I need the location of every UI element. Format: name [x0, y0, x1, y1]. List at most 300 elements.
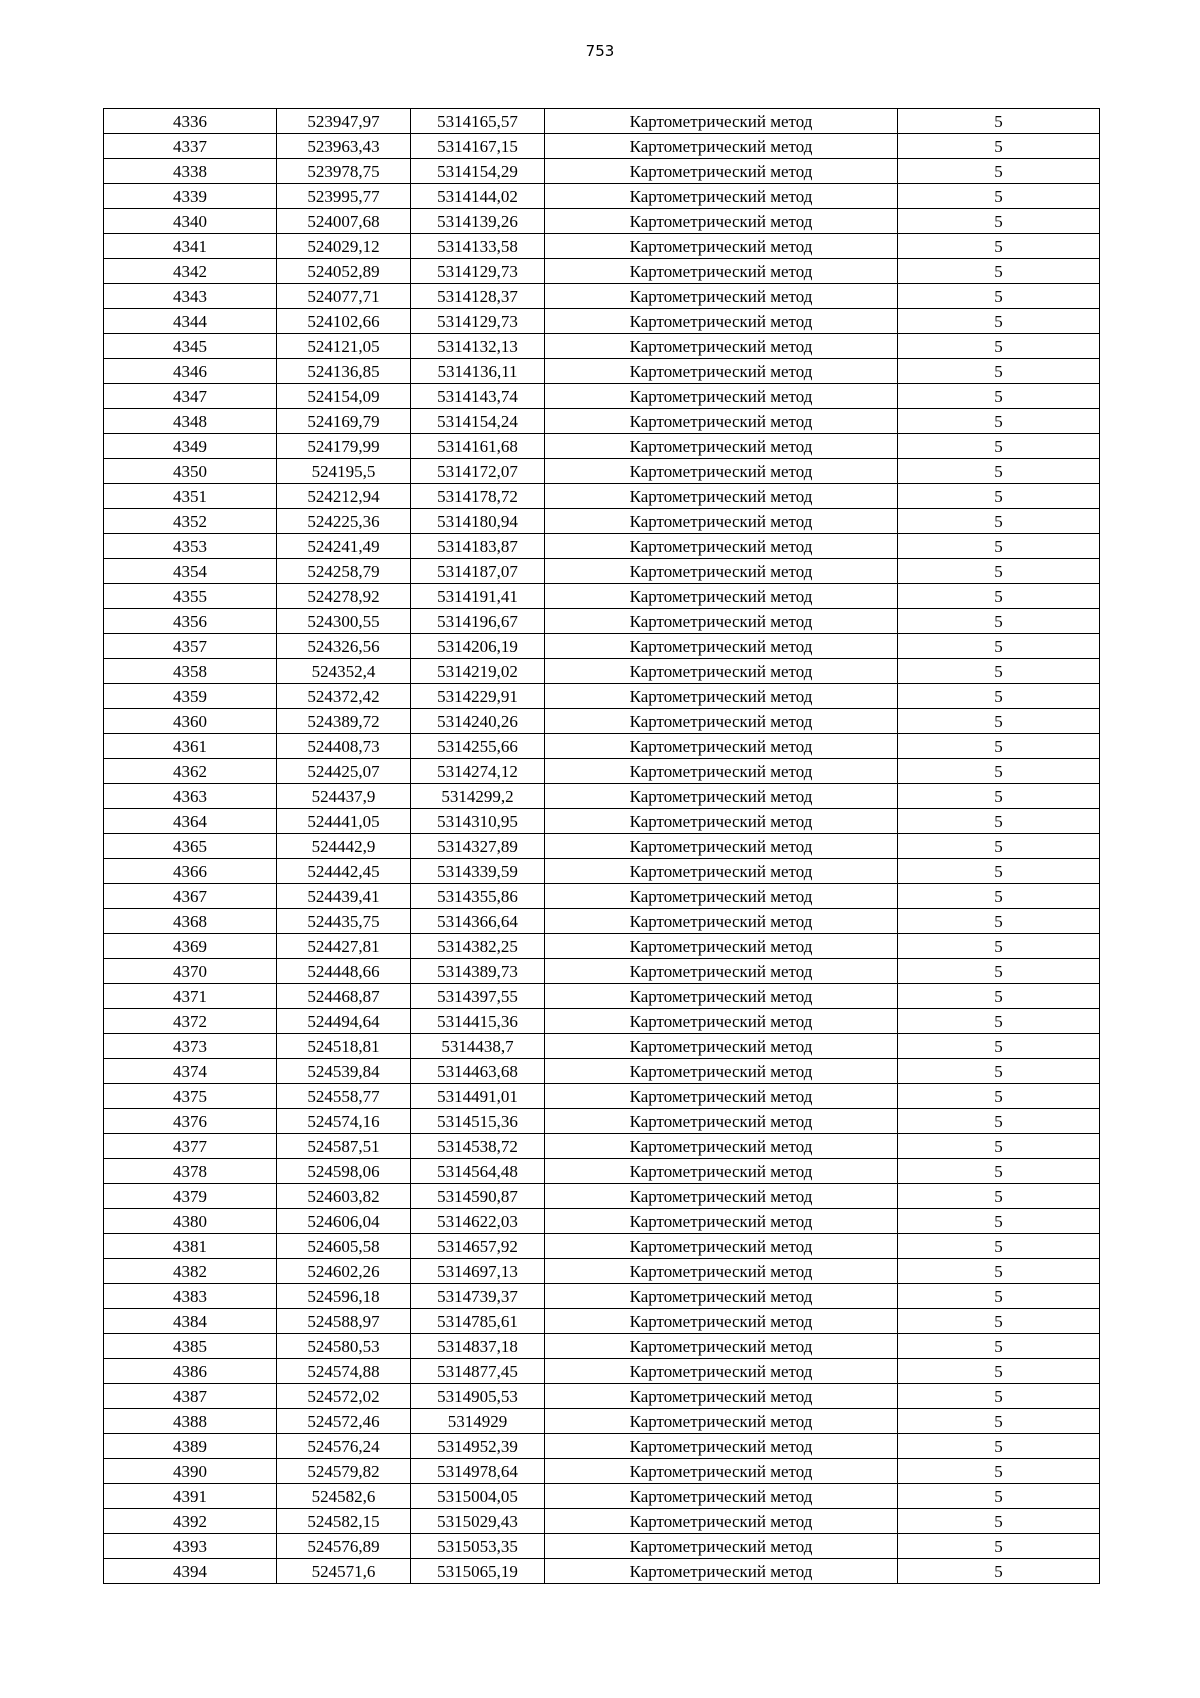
accuracy-cell: 5 — [898, 209, 1100, 234]
accuracy-cell: 5 — [898, 1209, 1100, 1234]
point-number-cell: 4363 — [104, 784, 277, 809]
table-row — [104, 434, 1100, 459]
method-cell: Картометрический метод — [545, 259, 898, 284]
accuracy-cell: 5 — [898, 1384, 1100, 1409]
table-row — [104, 1209, 1100, 1234]
table-row — [104, 734, 1100, 759]
y-coordinate-cell: 5314136,11 — [411, 359, 545, 384]
x-coordinate-cell: 524494,64 — [277, 1009, 411, 1034]
table-row — [104, 234, 1100, 259]
point-number-cell: 4358 — [104, 659, 277, 684]
method-cell: Картометрический метод — [545, 409, 898, 434]
accuracy-cell: 5 — [898, 734, 1100, 759]
x-coordinate-cell: 523995,77 — [277, 184, 411, 209]
y-coordinate-cell: 5314191,41 — [411, 584, 545, 609]
x-coordinate-cell: 524602,26 — [277, 1259, 411, 1284]
x-coordinate-cell: 524029,12 — [277, 234, 411, 259]
table-row — [104, 559, 1100, 584]
y-coordinate-cell: 5314657,92 — [411, 1234, 545, 1259]
table-row — [104, 259, 1100, 284]
accuracy-cell: 5 — [898, 434, 1100, 459]
x-coordinate-cell: 524572,46 — [277, 1409, 411, 1434]
accuracy-cell: 5 — [898, 1234, 1100, 1259]
x-coordinate-cell: 524441,05 — [277, 809, 411, 834]
method-cell: Картометрический метод — [545, 559, 898, 584]
method-cell: Картометрический метод — [545, 1084, 898, 1109]
point-number-cell: 4376 — [104, 1109, 277, 1134]
table-row — [104, 909, 1100, 934]
point-number-cell: 4349 — [104, 434, 277, 459]
point-number-cell: 4379 — [104, 1184, 277, 1209]
method-cell: Картометрический метод — [545, 909, 898, 934]
table-row — [104, 409, 1100, 434]
method-cell: Картометрический метод — [545, 809, 898, 834]
method-cell: Картометрический метод — [545, 334, 898, 359]
method-cell: Картометрический метод — [545, 384, 898, 409]
x-coordinate-cell: 524574,88 — [277, 1359, 411, 1384]
table-row — [104, 184, 1100, 209]
y-coordinate-cell: 5314154,29 — [411, 159, 545, 184]
y-coordinate-cell: 5314240,26 — [411, 709, 545, 734]
y-coordinate-cell: 5314274,12 — [411, 759, 545, 784]
y-coordinate-cell: 5314697,13 — [411, 1259, 545, 1284]
accuracy-cell: 5 — [898, 1134, 1100, 1159]
point-number-cell: 4373 — [104, 1034, 277, 1059]
method-cell: Картометрический метод — [545, 309, 898, 334]
method-cell: Картометрический метод — [545, 434, 898, 459]
method-cell: Картометрический метод — [545, 859, 898, 884]
x-coordinate-cell: 524468,87 — [277, 984, 411, 1009]
point-number-cell: 4392 — [104, 1509, 277, 1534]
method-cell: Картометрический метод — [545, 759, 898, 784]
x-coordinate-cell: 524225,36 — [277, 509, 411, 534]
method-cell: Картометрический метод — [545, 509, 898, 534]
method-cell: Картометрический метод — [545, 984, 898, 1009]
y-coordinate-cell: 5314167,15 — [411, 134, 545, 159]
y-coordinate-cell: 5314389,73 — [411, 959, 545, 984]
method-cell: Картометрический метод — [545, 1009, 898, 1034]
table-row — [104, 209, 1100, 234]
table-row — [104, 584, 1100, 609]
point-number-cell: 4339 — [104, 184, 277, 209]
accuracy-cell: 5 — [898, 859, 1100, 884]
point-number-cell: 4354 — [104, 559, 277, 584]
table-row — [104, 759, 1100, 784]
method-cell: Картометрический метод — [545, 1134, 898, 1159]
x-coordinate-cell: 524389,72 — [277, 709, 411, 734]
x-coordinate-cell: 524518,81 — [277, 1034, 411, 1059]
y-coordinate-cell: 5314144,02 — [411, 184, 545, 209]
accuracy-cell: 5 — [898, 1509, 1100, 1534]
method-cell: Картометрический метод — [545, 1284, 898, 1309]
x-coordinate-cell: 524372,42 — [277, 684, 411, 709]
accuracy-cell: 5 — [898, 1084, 1100, 1109]
x-coordinate-cell: 524408,73 — [277, 734, 411, 759]
accuracy-cell: 5 — [898, 784, 1100, 809]
x-coordinate-cell: 524427,81 — [277, 934, 411, 959]
table-row — [104, 109, 1100, 134]
table-row — [104, 1184, 1100, 1209]
table-row — [104, 684, 1100, 709]
y-coordinate-cell: 5314133,58 — [411, 234, 545, 259]
point-number-cell: 4378 — [104, 1159, 277, 1184]
point-number-cell: 4353 — [104, 534, 277, 559]
method-cell: Картометрический метод — [545, 184, 898, 209]
point-number-cell: 4342 — [104, 259, 277, 284]
table-row — [104, 1234, 1100, 1259]
x-coordinate-cell: 524437,9 — [277, 784, 411, 809]
point-number-cell: 4372 — [104, 1009, 277, 1034]
point-number-cell: 4346 — [104, 359, 277, 384]
point-number-cell: 4384 — [104, 1309, 277, 1334]
table-row — [104, 659, 1100, 684]
table-row — [104, 859, 1100, 884]
method-cell: Картометрический метод — [545, 884, 898, 909]
method-cell: Картометрический метод — [545, 1334, 898, 1359]
method-cell: Картометрический метод — [545, 934, 898, 959]
x-coordinate-cell: 524603,82 — [277, 1184, 411, 1209]
accuracy-cell: 5 — [898, 884, 1100, 909]
y-coordinate-cell: 5314438,7 — [411, 1034, 545, 1059]
y-coordinate-cell: 5314538,72 — [411, 1134, 545, 1159]
x-coordinate-cell: 524571,6 — [277, 1559, 411, 1584]
x-coordinate-cell: 524596,18 — [277, 1284, 411, 1309]
accuracy-cell: 5 — [898, 1059, 1100, 1084]
method-cell: Картометрический метод — [545, 109, 898, 134]
point-number-cell: 4382 — [104, 1259, 277, 1284]
table-row — [104, 984, 1100, 1009]
accuracy-cell: 5 — [898, 1009, 1100, 1034]
y-coordinate-cell: 5314139,26 — [411, 209, 545, 234]
table-row — [104, 959, 1100, 984]
point-number-cell: 4371 — [104, 984, 277, 1009]
table-row — [104, 709, 1100, 734]
y-coordinate-cell: 5315065,19 — [411, 1559, 545, 1584]
y-coordinate-cell: 5314905,53 — [411, 1384, 545, 1409]
x-coordinate-cell: 524579,82 — [277, 1459, 411, 1484]
point-number-cell: 4365 — [104, 834, 277, 859]
method-cell: Картометрический метод — [545, 784, 898, 809]
point-number-cell: 4350 — [104, 459, 277, 484]
point-number-cell: 4390 — [104, 1459, 277, 1484]
point-number-cell: 4344 — [104, 309, 277, 334]
y-coordinate-cell: 5314739,37 — [411, 1284, 545, 1309]
point-number-cell: 4364 — [104, 809, 277, 834]
x-coordinate-cell: 524077,71 — [277, 284, 411, 309]
y-coordinate-cell: 5314128,37 — [411, 284, 545, 309]
x-coordinate-cell: 524448,66 — [277, 959, 411, 984]
method-cell: Картометрический метод — [545, 1059, 898, 1084]
y-coordinate-cell: 5314366,64 — [411, 909, 545, 934]
accuracy-cell: 5 — [898, 1534, 1100, 1559]
table-row — [104, 1559, 1100, 1584]
y-coordinate-cell: 5314129,73 — [411, 259, 545, 284]
method-cell: Картометрический метод — [545, 359, 898, 384]
method-cell: Картометрический метод — [545, 134, 898, 159]
accuracy-cell: 5 — [898, 1109, 1100, 1134]
x-coordinate-cell: 524352,4 — [277, 659, 411, 684]
x-coordinate-cell: 524278,92 — [277, 584, 411, 609]
accuracy-cell: 5 — [898, 984, 1100, 1009]
point-number-cell: 4387 — [104, 1384, 277, 1409]
x-coordinate-cell: 524539,84 — [277, 1059, 411, 1084]
y-coordinate-cell: 5314415,36 — [411, 1009, 545, 1034]
y-coordinate-cell: 5314206,19 — [411, 634, 545, 659]
method-cell: Картометрический метод — [545, 234, 898, 259]
table-row — [104, 1384, 1100, 1409]
accuracy-cell: 5 — [898, 659, 1100, 684]
y-coordinate-cell: 5314590,87 — [411, 1184, 545, 1209]
method-cell: Картометрический метод — [545, 1159, 898, 1184]
x-coordinate-cell: 524154,09 — [277, 384, 411, 409]
x-coordinate-cell: 524598,06 — [277, 1159, 411, 1184]
x-coordinate-cell: 524588,97 — [277, 1309, 411, 1334]
y-coordinate-cell: 5315029,43 — [411, 1509, 545, 1534]
x-coordinate-cell: 524574,16 — [277, 1109, 411, 1134]
point-number-cell: 4361 — [104, 734, 277, 759]
point-number-cell: 4351 — [104, 484, 277, 509]
point-number-cell: 4389 — [104, 1434, 277, 1459]
y-coordinate-cell: 5314564,48 — [411, 1159, 545, 1184]
point-number-cell: 4381 — [104, 1234, 277, 1259]
x-coordinate-cell: 524439,41 — [277, 884, 411, 909]
accuracy-cell: 5 — [898, 134, 1100, 159]
y-coordinate-cell: 5314622,03 — [411, 1209, 545, 1234]
y-coordinate-cell: 5314255,66 — [411, 734, 545, 759]
x-coordinate-cell: 524606,04 — [277, 1209, 411, 1234]
point-number-cell: 4377 — [104, 1134, 277, 1159]
table-row — [104, 1459, 1100, 1484]
accuracy-cell: 5 — [898, 959, 1100, 984]
accuracy-cell: 5 — [898, 1309, 1100, 1334]
y-coordinate-cell: 5314229,91 — [411, 684, 545, 709]
accuracy-cell: 5 — [898, 109, 1100, 134]
point-number-cell: 4357 — [104, 634, 277, 659]
y-coordinate-cell: 5314339,59 — [411, 859, 545, 884]
accuracy-cell: 5 — [898, 459, 1100, 484]
y-coordinate-cell: 5314154,24 — [411, 409, 545, 434]
table-row — [104, 1484, 1100, 1509]
point-number-cell: 4367 — [104, 884, 277, 909]
method-cell: Картометрический метод — [545, 1484, 898, 1509]
accuracy-cell: 5 — [898, 184, 1100, 209]
x-coordinate-cell: 524102,66 — [277, 309, 411, 334]
table-row — [104, 509, 1100, 534]
x-coordinate-cell: 524558,77 — [277, 1084, 411, 1109]
table-row — [104, 334, 1100, 359]
accuracy-cell: 5 — [898, 334, 1100, 359]
point-number-cell: 4345 — [104, 334, 277, 359]
table-row — [104, 1159, 1100, 1184]
method-cell: Картометрический метод — [545, 1534, 898, 1559]
accuracy-cell: 5 — [898, 284, 1100, 309]
y-coordinate-cell: 5315004,05 — [411, 1484, 545, 1509]
accuracy-cell: 5 — [898, 234, 1100, 259]
x-coordinate-cell: 524605,58 — [277, 1234, 411, 1259]
y-coordinate-cell: 5314327,89 — [411, 834, 545, 859]
method-cell: Картометрический метод — [545, 1184, 898, 1209]
point-number-cell: 4352 — [104, 509, 277, 534]
method-cell: Картометрический метод — [545, 959, 898, 984]
method-cell: Картометрический метод — [545, 1234, 898, 1259]
accuracy-cell: 5 — [898, 1034, 1100, 1059]
accuracy-cell: 5 — [898, 309, 1100, 334]
accuracy-cell: 5 — [898, 1184, 1100, 1209]
y-coordinate-cell: 5314929 — [411, 1409, 545, 1434]
method-cell: Картометрический метод — [545, 709, 898, 734]
table-row — [104, 1084, 1100, 1109]
x-coordinate-cell: 524587,51 — [277, 1134, 411, 1159]
x-coordinate-cell: 524582,6 — [277, 1484, 411, 1509]
accuracy-cell: 5 — [898, 484, 1100, 509]
accuracy-cell: 5 — [898, 259, 1100, 284]
method-cell: Картометрический метод — [545, 609, 898, 634]
method-cell: Картометрический метод — [545, 1034, 898, 1059]
point-number-cell: 4388 — [104, 1409, 277, 1434]
table-row — [104, 934, 1100, 959]
x-coordinate-cell: 524442,9 — [277, 834, 411, 859]
coordinates-table — [103, 108, 1100, 1584]
table-row — [104, 1334, 1100, 1359]
accuracy-cell: 5 — [898, 759, 1100, 784]
table-row — [104, 1434, 1100, 1459]
table-row — [104, 1359, 1100, 1384]
method-cell: Картометрический метод — [545, 659, 898, 684]
accuracy-cell: 5 — [898, 684, 1100, 709]
point-number-cell: 4380 — [104, 1209, 277, 1234]
table-row — [104, 1034, 1100, 1059]
point-number-cell: 4374 — [104, 1059, 277, 1084]
point-number-cell: 4336 — [104, 109, 277, 134]
method-cell: Картометрический метод — [545, 1434, 898, 1459]
y-coordinate-cell: 5314877,45 — [411, 1359, 545, 1384]
point-number-cell: 4355 — [104, 584, 277, 609]
y-coordinate-cell: 5315053,35 — [411, 1534, 545, 1559]
accuracy-cell: 5 — [898, 1259, 1100, 1284]
point-number-cell: 4360 — [104, 709, 277, 734]
method-cell: Картометрический метод — [545, 1559, 898, 1584]
point-number-cell: 4370 — [104, 959, 277, 984]
y-coordinate-cell: 5314172,07 — [411, 459, 545, 484]
point-number-cell: 4348 — [104, 409, 277, 434]
x-coordinate-cell: 524425,07 — [277, 759, 411, 784]
y-coordinate-cell: 5314355,86 — [411, 884, 545, 909]
table-row — [104, 459, 1100, 484]
accuracy-cell: 5 — [898, 634, 1100, 659]
table-row — [104, 1509, 1100, 1534]
accuracy-cell: 5 — [898, 1334, 1100, 1359]
method-cell: Картометрический метод — [545, 834, 898, 859]
table-row — [104, 1309, 1100, 1334]
x-coordinate-cell: 524121,05 — [277, 334, 411, 359]
method-cell: Картометрический метод — [545, 484, 898, 509]
point-number-cell: 4368 — [104, 909, 277, 934]
point-number-cell: 4386 — [104, 1359, 277, 1384]
table-row — [104, 384, 1100, 409]
x-coordinate-cell: 524572,02 — [277, 1384, 411, 1409]
y-coordinate-cell: 5314978,64 — [411, 1459, 545, 1484]
page-number: 753 — [585, 42, 615, 60]
accuracy-cell: 5 — [898, 534, 1100, 559]
table-row — [104, 634, 1100, 659]
y-coordinate-cell: 5314187,07 — [411, 559, 545, 584]
accuracy-cell: 5 — [898, 559, 1100, 584]
table-row — [104, 1259, 1100, 1284]
x-coordinate-cell: 524136,85 — [277, 359, 411, 384]
y-coordinate-cell: 5314382,25 — [411, 934, 545, 959]
method-cell: Картометрический метод — [545, 534, 898, 559]
y-coordinate-cell: 5314183,87 — [411, 534, 545, 559]
x-coordinate-cell: 524258,79 — [277, 559, 411, 584]
y-coordinate-cell: 5314515,36 — [411, 1109, 545, 1134]
accuracy-cell: 5 — [898, 1159, 1100, 1184]
y-coordinate-cell: 5314165,57 — [411, 109, 545, 134]
table-row — [104, 1109, 1100, 1134]
point-number-cell: 4343 — [104, 284, 277, 309]
accuracy-cell: 5 — [898, 159, 1100, 184]
y-coordinate-cell: 5314129,73 — [411, 309, 545, 334]
accuracy-cell: 5 — [898, 1409, 1100, 1434]
accuracy-cell: 5 — [898, 1459, 1100, 1484]
method-cell: Картометрический метод — [545, 734, 898, 759]
y-coordinate-cell: 5314132,13 — [411, 334, 545, 359]
x-coordinate-cell: 524179,99 — [277, 434, 411, 459]
method-cell: Картометрический метод — [545, 684, 898, 709]
y-coordinate-cell: 5314310,95 — [411, 809, 545, 834]
point-number-cell: 4338 — [104, 159, 277, 184]
x-coordinate-cell: 523947,97 — [277, 109, 411, 134]
table-row — [104, 1409, 1100, 1434]
y-coordinate-cell: 5314785,61 — [411, 1309, 545, 1334]
method-cell: Картометрический метод — [545, 1459, 898, 1484]
accuracy-cell: 5 — [898, 1284, 1100, 1309]
point-number-cell: 4385 — [104, 1334, 277, 1359]
point-number-cell: 4383 — [104, 1284, 277, 1309]
accuracy-cell: 5 — [898, 834, 1100, 859]
method-cell: Картометрический метод — [545, 159, 898, 184]
table-row — [104, 1284, 1100, 1309]
table-row — [104, 534, 1100, 559]
table-row — [104, 884, 1100, 909]
accuracy-cell: 5 — [898, 409, 1100, 434]
x-coordinate-cell: 524212,94 — [277, 484, 411, 509]
y-coordinate-cell: 5314397,55 — [411, 984, 545, 1009]
accuracy-cell: 5 — [898, 359, 1100, 384]
method-cell: Картометрический метод — [545, 1309, 898, 1334]
accuracy-cell: 5 — [898, 1359, 1100, 1384]
point-number-cell: 4366 — [104, 859, 277, 884]
method-cell: Картометрический метод — [545, 284, 898, 309]
point-number-cell: 4359 — [104, 684, 277, 709]
x-coordinate-cell: 524300,55 — [277, 609, 411, 634]
method-cell: Картометрический метод — [545, 209, 898, 234]
x-coordinate-cell: 524326,56 — [277, 634, 411, 659]
point-number-cell: 4394 — [104, 1559, 277, 1584]
accuracy-cell: 5 — [898, 1434, 1100, 1459]
x-coordinate-cell: 524442,45 — [277, 859, 411, 884]
point-number-cell: 4393 — [104, 1534, 277, 1559]
table-row — [104, 159, 1100, 184]
x-coordinate-cell: 524169,79 — [277, 409, 411, 434]
point-number-cell: 4369 — [104, 934, 277, 959]
table-row — [104, 834, 1100, 859]
y-coordinate-cell: 5314196,67 — [411, 609, 545, 634]
accuracy-cell: 5 — [898, 509, 1100, 534]
x-coordinate-cell: 524580,53 — [277, 1334, 411, 1359]
y-coordinate-cell: 5314161,68 — [411, 434, 545, 459]
table-row — [104, 1534, 1100, 1559]
accuracy-cell: 5 — [898, 609, 1100, 634]
